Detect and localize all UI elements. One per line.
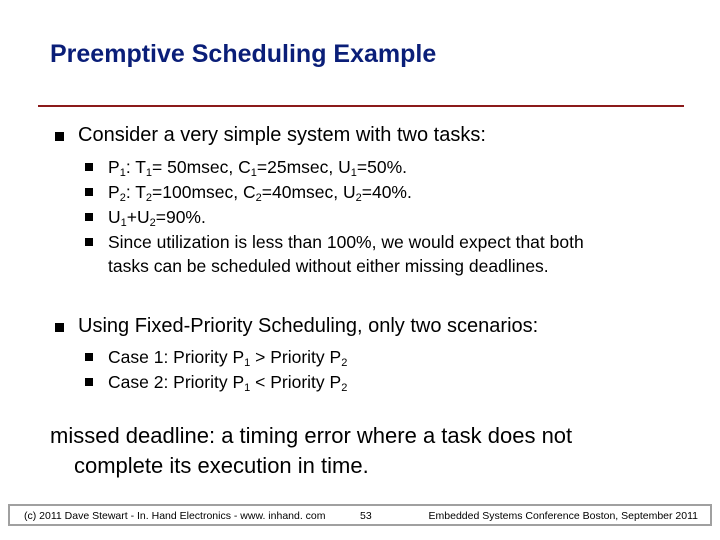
footer-conference: Embedded Systems Conference Boston, September 2011 (428, 510, 698, 522)
bullet-task-p2: $P_2$: $T_2=100msec$, $C_2=40msec$, $U_2=40\%$. (108, 182, 412, 204)
bullet-utilization-note: Since utilization is less than 100%, we would expect that both tasks can be scheduled without either missing deadlines. (108, 232, 584, 276)
bullet-square-icon (85, 378, 93, 386)
bullet-case-2: Case 2: Priority $P_1$ < Priority $P_2$ (108, 372, 348, 394)
bullet-consider-tasks: Consider a very simple system with two tasks: (78, 124, 486, 146)
missed-deadline-definition: missed deadline: a timing error where a task does not complete its execution in time. (50, 423, 573, 478)
footer-copyright: (c) 2011 Dave Stewart - In. Hand Electronics - www. inhand. com (24, 510, 326, 522)
bullet-square-icon (85, 238, 93, 246)
slide-footer (8, 504, 712, 526)
bullet-square-icon (85, 213, 93, 221)
bullet-square-icon (85, 353, 93, 361)
bullet-fixed-priority: Using Fixed-Priority Scheduling, only two scenarios: (78, 315, 539, 337)
bullet-case-1: Case 1: Priority $P_1$ > Priority $P_2$ (108, 347, 348, 369)
bullet-square-icon (55, 323, 64, 332)
bullet-total-utilization: $U_1+U_2=90\%$. (108, 207, 206, 229)
title-divider (38, 105, 684, 107)
footer-page-number: 53 (360, 510, 372, 522)
bullet-task-p1: $P_1$: $T_1= 50msec$, $C_1=25msec$, $U_1=50\%$. (108, 157, 407, 179)
bullet-square-icon (85, 163, 93, 171)
bullet-square-icon (55, 132, 64, 141)
bullet-square-icon (85, 188, 93, 196)
slide-title: Preemptive Scheduling Example (50, 40, 437, 68)
